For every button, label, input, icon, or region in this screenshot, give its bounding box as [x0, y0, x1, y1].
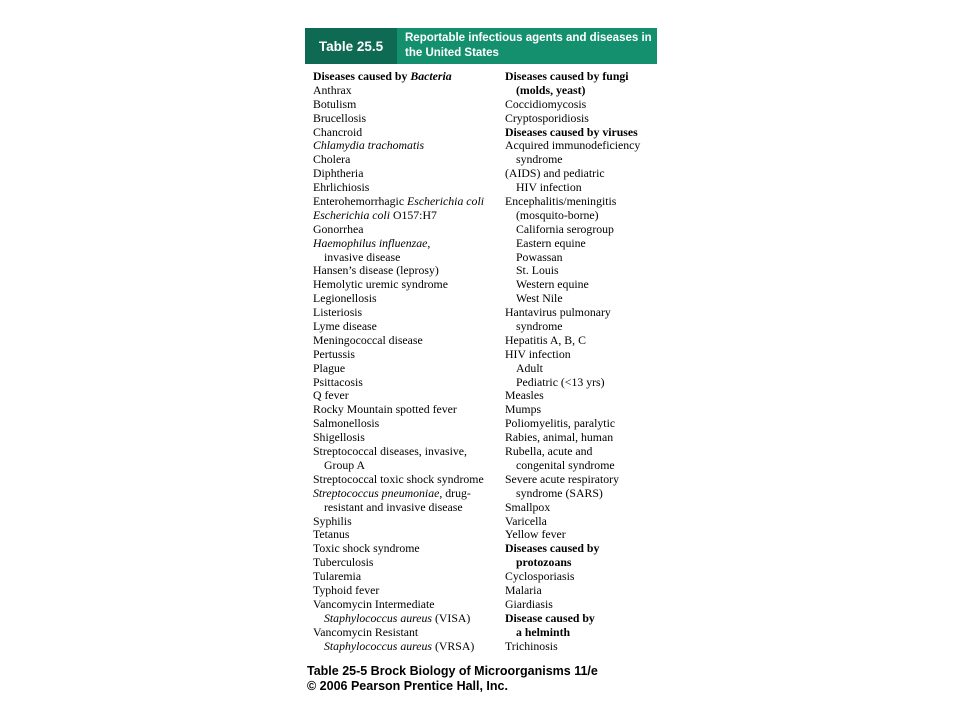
item-text: Eastern equine [516, 235, 586, 250]
list-item [505, 570, 655, 584]
list-item [313, 126, 503, 140]
item-text: Listeriosis [313, 305, 363, 320]
item-text: HIV infection [516, 180, 582, 195]
list-item [505, 251, 655, 265]
list-item [313, 501, 503, 515]
list-item [313, 403, 503, 417]
item-text: Chancroid [313, 124, 363, 139]
list-item [313, 181, 503, 195]
item-text: Salmonellosis [313, 416, 380, 431]
item-text: Streptococcal toxic shock syndrome [313, 471, 484, 486]
list-item [505, 278, 655, 292]
list-item [313, 584, 503, 598]
item-text: Escherichia coli [407, 194, 485, 209]
item-text: Bacteria [410, 69, 452, 83]
list-item [505, 167, 655, 181]
list-item [505, 362, 655, 376]
category-heading [505, 126, 655, 140]
list-item [313, 542, 503, 556]
list-item [505, 181, 655, 195]
item-text: Brucellosis [313, 110, 367, 125]
list-item [313, 459, 503, 473]
list-item [313, 98, 503, 112]
item-text: Malaria [505, 582, 542, 597]
item-text: Chlamydia trachomatis [313, 138, 425, 153]
item-text: Q fever [313, 388, 349, 403]
item-text: Typhoid fever [313, 582, 380, 597]
item-text: Pertussis [313, 346, 355, 361]
list-item [505, 112, 655, 126]
item-text: Rubella, acute and [505, 444, 593, 459]
list-item [313, 598, 503, 612]
item-text: Encephalitis/meningitis [505, 194, 617, 209]
list-item [313, 640, 503, 654]
item-text: Cyclosporiasis [505, 569, 575, 584]
caption [307, 664, 598, 694]
list-item [313, 376, 503, 390]
list-item [505, 403, 655, 417]
list-item [313, 306, 503, 320]
item-text: Meningococcal disease [313, 332, 423, 347]
category-heading [505, 612, 655, 626]
item-text: a helminth [516, 624, 571, 639]
item-text: (mosquito-borne) [516, 207, 599, 222]
item-text: Shigellosis [313, 430, 365, 445]
list-item [505, 348, 655, 362]
table-title-line2: the United States [405, 47, 499, 59]
item-text: Vancomycin Intermediate [313, 596, 435, 611]
item-text: Trichinosis [505, 638, 558, 653]
item-text: syndrome [516, 319, 563, 334]
list-item [505, 209, 655, 223]
list-item [505, 515, 655, 529]
list-item [505, 306, 655, 320]
list-item [313, 417, 503, 431]
item-text: Rabies, animal, human [505, 430, 614, 445]
list-item [313, 570, 503, 584]
left-column-list [313, 70, 503, 653]
item-text: Western equine [516, 277, 589, 292]
item-text: syndrome (SARS) [516, 485, 603, 500]
list-item [505, 431, 655, 445]
item-text: Mumps [505, 402, 542, 417]
list-item [505, 459, 655, 473]
item-text: Anthrax [313, 82, 352, 97]
list-item [313, 251, 503, 265]
category-heading [505, 626, 655, 640]
table-title-line1: Reportable infectious agents and diseases in [405, 32, 652, 44]
list-item [313, 528, 503, 542]
item-text: (AIDS) and pediatric [505, 166, 605, 181]
list-item [313, 626, 503, 640]
list-item [505, 292, 655, 306]
list-item [313, 237, 503, 251]
item-text: West Nile [516, 291, 563, 306]
item-text: (molds, yeast) [516, 82, 586, 97]
item-text: Syphilis [313, 513, 352, 528]
list-item [313, 515, 503, 529]
category-heading [505, 556, 655, 570]
list-item [313, 278, 503, 292]
item-text: HIV infection [505, 346, 571, 361]
list-item [505, 473, 655, 487]
list-item [505, 237, 655, 251]
list-item [313, 112, 503, 126]
item-text: Giardiasis [505, 596, 553, 611]
item-text: Staphylococcus aureus [324, 610, 433, 625]
list-item [505, 487, 655, 501]
item-text: Severe acute respiratory [505, 471, 619, 486]
item-text: Escherichia coli [313, 207, 390, 222]
list-item [313, 473, 503, 487]
list-item [505, 98, 655, 112]
category-heading [505, 84, 655, 98]
item-text: Powassan [516, 249, 563, 264]
list-item [313, 612, 503, 626]
item-text: Pediatric (<13 yrs) [516, 374, 605, 389]
list-item [313, 487, 503, 501]
item-text: syndrome [516, 152, 563, 167]
item-text: Streptococcus pneumoniae [313, 485, 440, 500]
list-item [313, 431, 503, 445]
list-item [313, 362, 503, 376]
item-text: California serogroup [516, 221, 614, 236]
item-text: Staphylococcus aureus [324, 638, 433, 653]
category-heading [505, 70, 655, 84]
item-text: Acquired immunodeficiency [505, 138, 641, 153]
item-text: Tuberculosis [313, 555, 374, 570]
list-item [313, 223, 503, 237]
item-text: Haemophilus influenzae [313, 235, 428, 250]
item-text: Streptococcal diseases, invasive, [313, 444, 467, 459]
item-text: Smallpox [505, 499, 551, 514]
item-text: (VISA) [432, 610, 471, 625]
item-text: , [427, 235, 431, 250]
list-item [505, 264, 655, 278]
item-text: Cryptosporidiosis [505, 110, 589, 125]
caption-line1: Table 25-5 Brock Biology of Microorganisms 11/e [307, 664, 598, 678]
list-item [505, 153, 655, 167]
category-heading [313, 70, 503, 84]
item-text: resistant and invasive disease [324, 499, 463, 514]
list-item [313, 389, 503, 403]
item-text: Yellow fever [505, 527, 566, 542]
list-item [505, 320, 655, 334]
item-text: Psittacosis [313, 374, 363, 389]
item-text: Measles [505, 388, 544, 403]
list-item [505, 195, 655, 209]
item-text: St. Louis [516, 263, 559, 278]
item-text: Tularemia [313, 569, 362, 584]
list-item [505, 528, 655, 542]
table-header [305, 28, 657, 64]
list-item [505, 445, 655, 459]
list-item [313, 209, 503, 223]
item-text: Hantavirus pulmonary [505, 305, 611, 320]
table-title [397, 28, 657, 64]
list-item [505, 598, 655, 612]
item-text: Diseases caused by [313, 69, 411, 83]
list-item [313, 195, 503, 209]
list-item [313, 320, 503, 334]
item-text: Diseases caused by fungi [505, 69, 629, 83]
item-text: Enterohemorrhagic [313, 194, 408, 209]
list-item [505, 376, 655, 390]
item-text: Poliomyelitis, paralytic [505, 416, 616, 431]
item-text: Hepatitis A, B, C [505, 332, 586, 347]
list-item [313, 264, 503, 278]
list-item [505, 640, 655, 654]
table-number: Table 25.5 [305, 28, 397, 64]
item-text: Vancomycin Resistant [313, 624, 419, 639]
list-item [505, 584, 655, 598]
item-text: Group A [324, 457, 365, 472]
list-item [505, 417, 655, 431]
list-item [313, 556, 503, 570]
item-text: Toxic shock syndrome [313, 541, 420, 556]
item-text: Lyme disease [313, 319, 377, 334]
item-text: Diseases caused by viruses [505, 124, 638, 139]
item-text: Hemolytic uremic syndrome [313, 277, 448, 292]
item-text: Ehrlichiosis [313, 180, 370, 195]
item-text: Plague [313, 360, 346, 375]
item-text: Hansen’s disease (leprosy) [313, 263, 439, 278]
item-text: O157:H7 [390, 207, 437, 222]
list-item [505, 139, 655, 153]
item-text: Gonorrhea [313, 221, 364, 236]
item-text: Tetanus [313, 527, 350, 542]
item-text: (VRSA) [432, 638, 475, 653]
item-text: , drug- [439, 485, 471, 500]
list-item [313, 334, 503, 348]
item-text: Varicella [505, 513, 547, 528]
caption-line2: © 2006 Pearson Prentice Hall, Inc. [307, 679, 508, 693]
list-item [313, 84, 503, 98]
item-text: Botulism [313, 96, 357, 111]
item-text: Coccidiomycosis [505, 96, 587, 111]
list-item [505, 334, 655, 348]
right-column-list [505, 70, 655, 653]
list-item [505, 223, 655, 237]
item-text: Disease caused by [505, 610, 595, 625]
item-text: Diseases caused by [505, 541, 600, 556]
item-text: Legionellosis [313, 291, 377, 306]
list-item [313, 153, 503, 167]
item-text: Adult [516, 360, 543, 375]
list-item [505, 501, 655, 515]
list-item [313, 292, 503, 306]
item-text: Cholera [313, 152, 351, 167]
list-item [313, 348, 503, 362]
item-text: Rocky Mountain spotted fever [313, 402, 457, 417]
item-text: invasive disease [324, 249, 401, 264]
category-heading [505, 542, 655, 556]
list-item [313, 167, 503, 181]
list-item [505, 389, 655, 403]
item-text: protozoans [516, 555, 572, 570]
item-text: Diphtheria [313, 166, 364, 181]
list-item [313, 139, 503, 153]
list-item [313, 445, 503, 459]
item-text: congenital syndrome [516, 457, 615, 472]
